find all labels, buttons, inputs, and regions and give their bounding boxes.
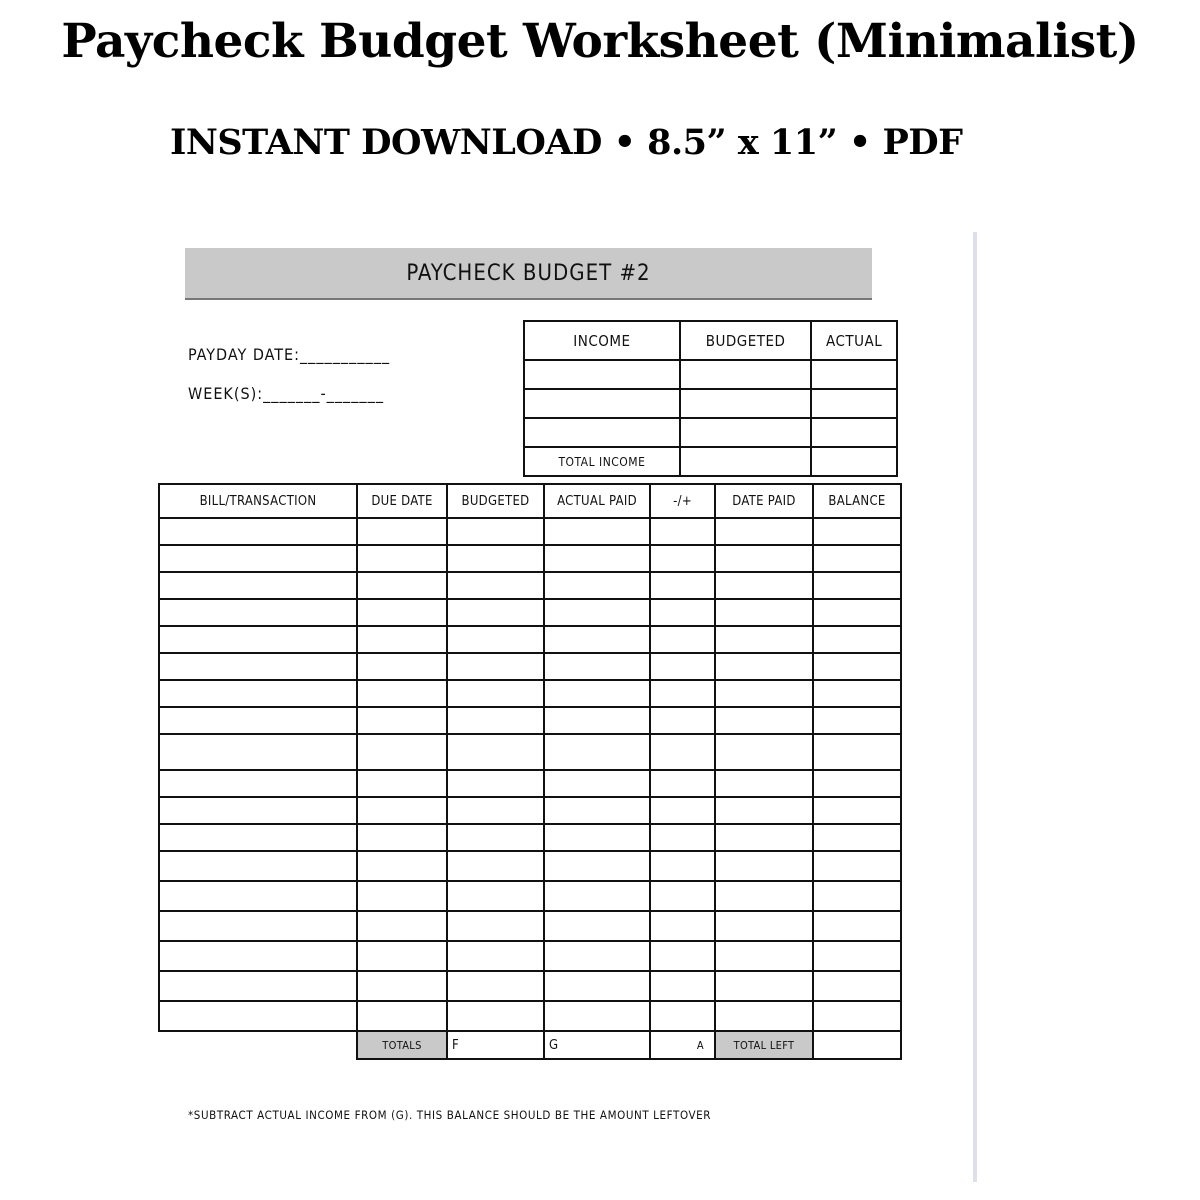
bill-cell <box>715 971 813 1001</box>
bill-cell <box>447 707 544 734</box>
bill-cell <box>715 911 813 941</box>
bill-cell <box>650 851 715 881</box>
bill-cell <box>650 734 715 770</box>
bill-cell <box>159 626 357 653</box>
bill-cell <box>715 770 813 797</box>
bill-row <box>159 971 901 1001</box>
bill-row <box>159 851 901 881</box>
bill-cell <box>715 653 813 680</box>
bill-cell <box>357 770 447 797</box>
bill-cell <box>159 770 357 797</box>
bill-cell <box>357 707 447 734</box>
bill-cell <box>650 881 715 911</box>
bill-cell <box>357 599 447 626</box>
bill-cell <box>813 971 901 1001</box>
total-income-row <box>524 447 897 476</box>
income-row <box>524 389 897 418</box>
bill-row <box>159 770 901 797</box>
bill-cell <box>650 653 715 680</box>
f-label: F <box>452 1037 460 1053</box>
bill-cell <box>813 797 901 824</box>
bill-cell <box>357 626 447 653</box>
income-header-row <box>524 321 897 360</box>
bill-row <box>159 572 901 599</box>
total-left-value <box>813 1031 901 1059</box>
bill-cell <box>159 734 357 770</box>
bill-row <box>159 881 901 911</box>
bill-cell <box>715 680 813 707</box>
bill-cell <box>159 851 357 881</box>
bill-cell <box>544 626 650 653</box>
bill-cell <box>813 680 901 707</box>
bill-transaction-header: BILL/TRANSACTION <box>159 484 357 518</box>
total-income-label: TOTAL INCOME <box>524 447 680 476</box>
bill-cell <box>447 734 544 770</box>
bill-cell <box>715 599 813 626</box>
bill-cell <box>650 707 715 734</box>
bill-cell <box>544 770 650 797</box>
bill-cell <box>650 572 715 599</box>
bill-cell <box>650 911 715 941</box>
bill-cell <box>715 518 813 545</box>
bill-cell <box>650 971 715 1001</box>
bill-cell <box>357 941 447 971</box>
bill-cell <box>715 881 813 911</box>
bill-cell <box>650 518 715 545</box>
bill-cell <box>357 824 447 851</box>
bill-cell <box>650 626 715 653</box>
due-date-header: DUE DATE <box>357 484 447 518</box>
totals-row <box>159 1031 901 1059</box>
bill-cell <box>159 707 357 734</box>
bill-cell <box>447 851 544 881</box>
bill-cell <box>357 734 447 770</box>
bill-cell <box>813 851 901 881</box>
date-paid-header: DATE PAID <box>715 484 813 518</box>
bill-cell <box>447 518 544 545</box>
budgeted-header: BUDGETED <box>680 321 811 360</box>
bill-cell <box>650 824 715 851</box>
bill-cell <box>159 599 357 626</box>
bill-row <box>159 824 901 851</box>
bill-cell <box>447 971 544 1001</box>
bill-cell <box>544 851 650 881</box>
total-g-cell <box>544 1031 650 1059</box>
bill-cell <box>544 971 650 1001</box>
bill-cell <box>544 881 650 911</box>
bill-cell <box>650 545 715 572</box>
bill-row <box>159 545 901 572</box>
bill-cell <box>650 770 715 797</box>
bill-cell <box>544 707 650 734</box>
bill-cell <box>357 971 447 1001</box>
bill-cell <box>447 770 544 797</box>
bill-cell <box>715 824 813 851</box>
bill-cell <box>544 599 650 626</box>
bill-row <box>159 653 901 680</box>
income-cell <box>811 360 897 389</box>
income-cell <box>680 389 811 418</box>
bill-cell <box>715 545 813 572</box>
bill-cell <box>447 599 544 626</box>
income-row <box>524 360 897 389</box>
income-cell <box>524 389 680 418</box>
bill-cell <box>447 572 544 599</box>
totals-spacer <box>159 1031 357 1059</box>
income-cell <box>811 447 897 476</box>
bill-cell <box>447 881 544 911</box>
income-table <box>523 320 898 477</box>
bill-cell <box>813 770 901 797</box>
bill-cell <box>813 1001 901 1031</box>
bill-cell <box>544 572 650 599</box>
bill-cell <box>357 680 447 707</box>
bill-cell <box>813 707 901 734</box>
actual-header: ACTUAL <box>811 321 897 360</box>
total-left-label: TOTAL LEFT <box>715 1031 813 1059</box>
bill-cell <box>650 680 715 707</box>
bill-cell <box>357 545 447 572</box>
bill-cell <box>813 824 901 851</box>
bill-row <box>159 734 901 770</box>
bill-row <box>159 797 901 824</box>
bill-cell <box>159 971 357 1001</box>
actual-paid-header: ACTUAL PAID <box>544 484 650 518</box>
bill-cell <box>715 626 813 653</box>
footnote: *SUBTRACT ACTUAL INCOME FROM (G). THIS BALANCE SHOULD BE THE AMOUNT LEFTOVER <box>188 1108 712 1122</box>
bill-cell <box>650 797 715 824</box>
bill-cell <box>715 851 813 881</box>
bill-cell <box>544 545 650 572</box>
bill-cell <box>447 824 544 851</box>
bill-cell <box>159 824 357 851</box>
bill-cell <box>544 941 650 971</box>
bill-row <box>159 680 901 707</box>
bill-cell <box>813 653 901 680</box>
bill-row <box>159 911 901 941</box>
budgeted-header: BUDGETED <box>447 484 544 518</box>
bill-cell <box>813 545 901 572</box>
bill-cell <box>447 545 544 572</box>
bill-cell <box>357 911 447 941</box>
worksheet-header: PAYCHECK BUDGET #2 <box>185 248 872 300</box>
bill-row <box>159 626 901 653</box>
bill-cell <box>159 1001 357 1031</box>
plus-minus-header: -/+ <box>650 484 715 518</box>
bill-cell <box>544 680 650 707</box>
bill-cell <box>544 797 650 824</box>
bill-cell <box>447 911 544 941</box>
bill-cell <box>715 1001 813 1031</box>
bill-cell <box>813 599 901 626</box>
bill-cell <box>544 653 650 680</box>
bill-cell <box>650 941 715 971</box>
bill-cell <box>544 824 650 851</box>
bill-cell <box>715 572 813 599</box>
bill-cell <box>447 653 544 680</box>
bill-cell <box>715 797 813 824</box>
income-cell <box>524 418 680 447</box>
a-label: A <box>696 1038 704 1052</box>
bill-cell <box>357 572 447 599</box>
listing-subtitle: INSTANT DOWNLOAD • 8.5” x 11” • PDF <box>170 122 963 163</box>
bill-cell <box>159 941 357 971</box>
bill-cell <box>544 734 650 770</box>
bill-cell <box>357 518 447 545</box>
bill-cell <box>813 572 901 599</box>
bill-cell <box>357 653 447 680</box>
income-cell <box>680 360 811 389</box>
bill-row <box>159 1001 901 1031</box>
income-cell <box>811 389 897 418</box>
bill-cell <box>813 734 901 770</box>
bill-cell <box>650 1001 715 1031</box>
bill-cell <box>159 881 357 911</box>
bill-cell <box>159 911 357 941</box>
bill-cell <box>813 941 901 971</box>
bill-cell <box>159 653 357 680</box>
weeks-field: WEEK(S):_______-_______ <box>188 384 385 403</box>
bill-cell <box>447 680 544 707</box>
bill-cell <box>715 941 813 971</box>
g-label: G <box>549 1037 559 1053</box>
bill-cell <box>813 911 901 941</box>
total-f-cell <box>447 1031 544 1059</box>
bill-cell <box>357 851 447 881</box>
bill-cell <box>715 734 813 770</box>
bill-table <box>158 483 902 1060</box>
bill-cell <box>813 518 901 545</box>
bill-cell <box>357 1001 447 1031</box>
bill-cell <box>813 626 901 653</box>
bill-cell <box>159 518 357 545</box>
bill-cell <box>357 881 447 911</box>
balance-header: BALANCE <box>813 484 901 518</box>
income-cell <box>524 360 680 389</box>
bill-cell <box>447 1001 544 1031</box>
bill-cell <box>544 1001 650 1031</box>
bill-row <box>159 518 901 545</box>
bill-cell <box>650 599 715 626</box>
listing-title: Paycheck Budget Worksheet (Minimalist) <box>61 14 1139 69</box>
bill-cell <box>159 797 357 824</box>
income-cell <box>811 418 897 447</box>
income-cell <box>680 447 811 476</box>
income-header: INCOME <box>524 321 680 360</box>
bill-cell <box>159 545 357 572</box>
bill-cell <box>715 707 813 734</box>
bill-cell <box>544 518 650 545</box>
bill-cell <box>447 626 544 653</box>
income-row <box>524 418 897 447</box>
bill-cell <box>447 941 544 971</box>
bill-cell <box>447 797 544 824</box>
totals-label: TOTALS <box>357 1031 447 1059</box>
bill-cell <box>159 680 357 707</box>
bill-cell <box>813 881 901 911</box>
page-edge <box>973 232 977 1182</box>
income-cell <box>680 418 811 447</box>
bill-cell <box>159 572 357 599</box>
bill-row <box>159 707 901 734</box>
bill-cell <box>544 911 650 941</box>
bill-header-row <box>159 484 901 518</box>
total-a-cell <box>650 1031 715 1059</box>
bill-cell <box>357 797 447 824</box>
payday-date-field: PAYDAY DATE:___________ <box>188 345 391 364</box>
bill-row <box>159 941 901 971</box>
bill-row <box>159 599 901 626</box>
